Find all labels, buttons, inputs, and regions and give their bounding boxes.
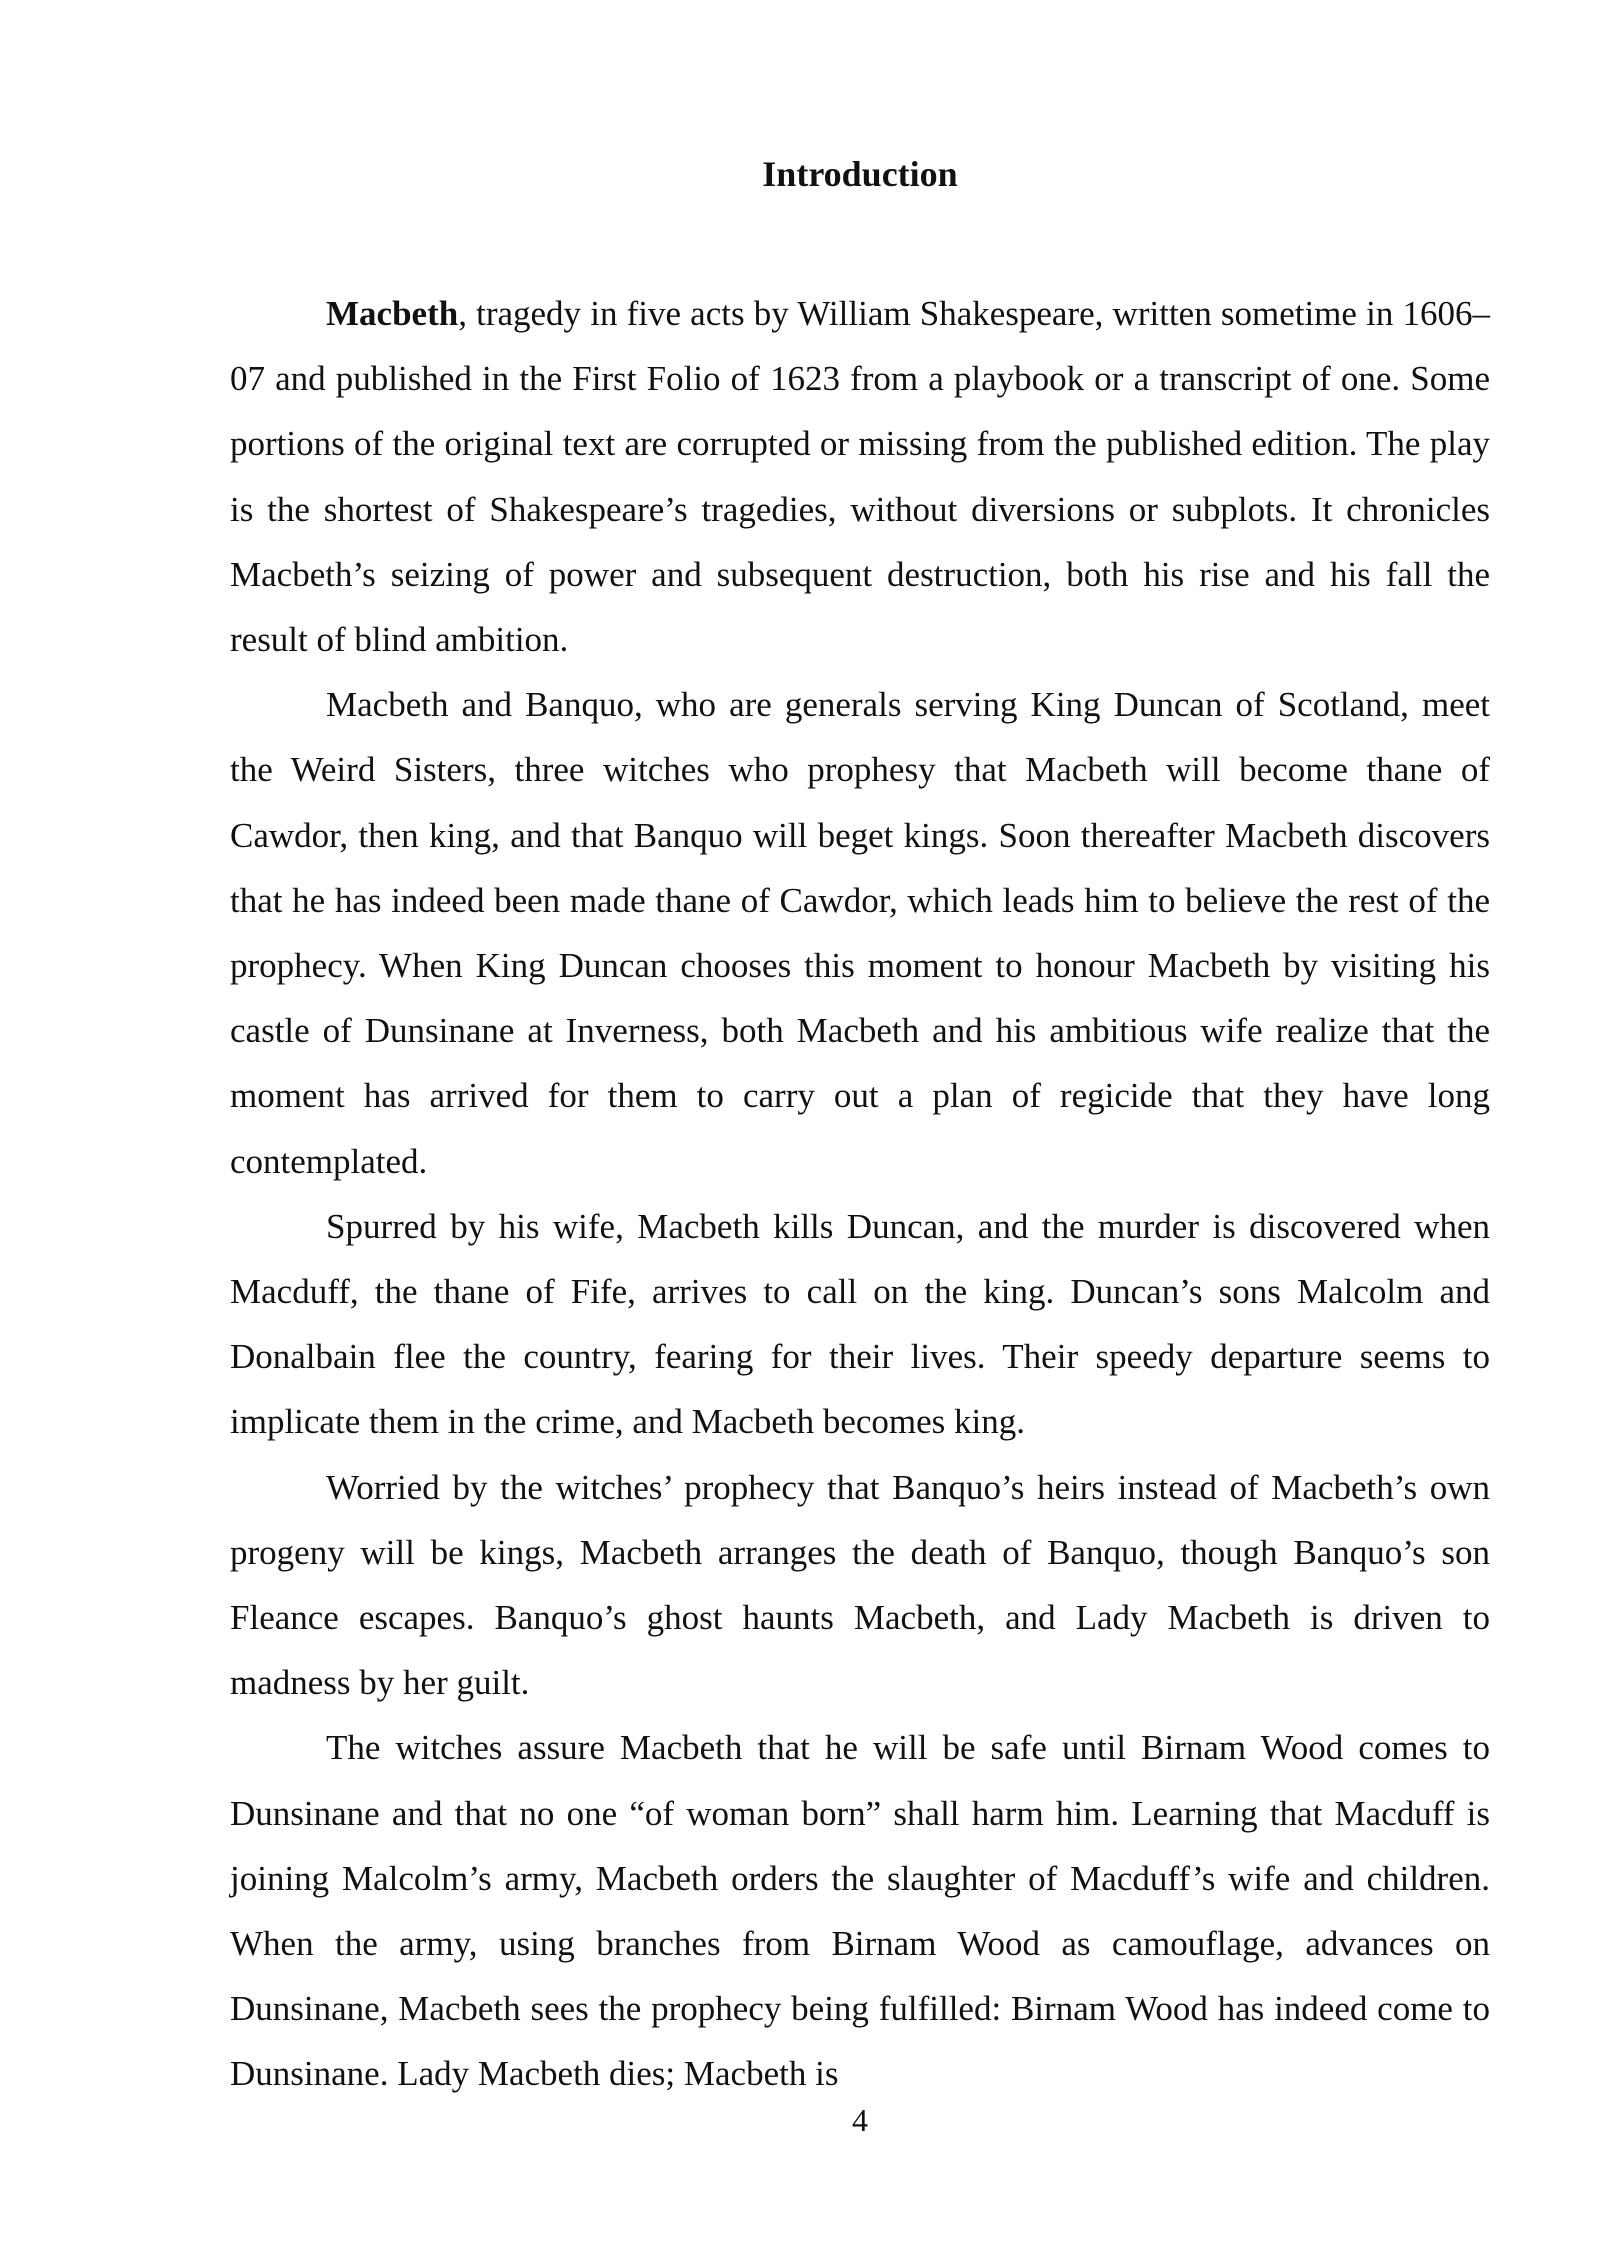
page-number: 4 xyxy=(852,2102,868,2138)
paragraph-1-text: , tragedy in five acts by William Shakespeare, written sometime in 1606–07 and published in the First Folio of 1623 from a playbook or a transcript of one. Some portions of the original text are corrupted or missing from the published edition. The play is the shortest of Shakespeare’s tragedies, without diversions or subplots. It chronicles Macbeth’s seizing of power and subsequent destruction, both his rise and his fall the result of blind ambition. xyxy=(230,294,1490,660)
paragraph-5: The witches assure Macbeth that he will be safe until Birnam Wood comes to Dunsinane and that no one “of woman born” shall harm him. Learning that Macduff is joining Malcolm’s army, Macbeth orders the slaughter of Macduff’s wife and children. When the army, using branches from Birnam Wood as camouflage, advances on Dunsinane, Macbeth sees the prophecy being fulfilled: Birnam Wood has indeed come to Dunsinane. Lady Macbeth dies; Macbeth is xyxy=(230,1728,1490,2094)
paragraph-1-lead: Macbeth xyxy=(326,294,459,333)
paragraph-1 xyxy=(230,281,1490,672)
page-title: Introduction xyxy=(762,154,958,194)
paragraph-3: Spurred by his wife, Macbeth kills Duncan, and the murder is discovered when Macduff, the thane of Fife, arrives to call on the king. Duncan’s sons Malcolm and Donalbain flee the country, fearing for their lives. Their speedy departure seems to implicate them in the crime, and Macbeth becomes king. xyxy=(230,1206,1490,1442)
paragraph-4: Worried by the witches’ prophecy that Banquo’s heirs instead of Macbeth’s own progeny will be kings, Macbeth arranges the death of Banquo, though Banquo’s son Fleance escapes. Banquo’s ghost haunts Macbeth, and Lady Macbeth is driven to madness by her guilt. xyxy=(230,1467,1490,1703)
paragraph-2: Macbeth and Banquo, who are generals serving King Duncan of Scotland, meet the Weird Sisters, three witches who prophesy that Macbeth will become thane of Cawdor, then king, and that Banquo will beget kings. Soon thereafter Macbeth discovers that he has indeed been made thane of Cawdor, which leads him to believe the rest of the prophecy. When King Duncan chooses this moment to honour Macbeth by visiting his castle of Dunsinane at Inverness, both Macbeth and his ambitious wife realize that the moment has arrived for them to carry out a plan of regicide that they have long contemplated. xyxy=(230,685,1490,1181)
body-text xyxy=(230,281,1490,2107)
